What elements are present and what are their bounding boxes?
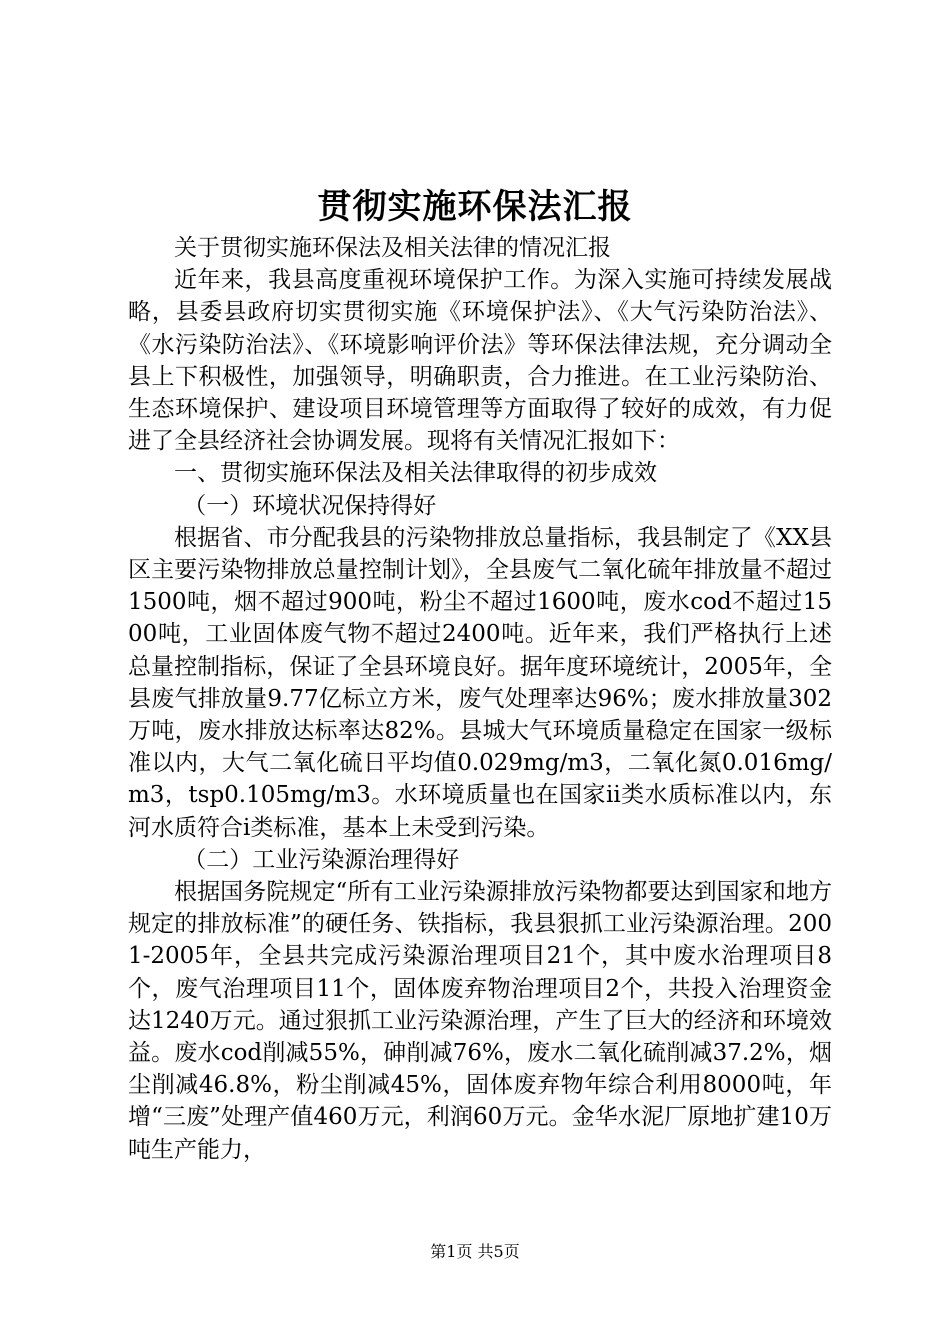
page-footer: 第1页 共5页 — [430, 1242, 520, 1261]
section-heading-1: 一、贯彻实施环保法及相关法律取得的初步成效 — [174, 460, 657, 487]
subsection-heading-1: （一）环境状况保持得好 — [183, 492, 437, 519]
paragraph-environment-status: 根据省、市分配我县的污染物排放总量指标，我县制定了《XX县区主要污染物排放总量控制计划》，全县废气二氧化硫年排放量不超过1500吨，烟不超过900吨，粉尘不超过1600吨，废水cod不超过1500吨，工业固体废气物不超过2400吨。近年来，我们严格执行上述总量控制指标，保证了全县环境良好。据年度环境统计，2005年，全县废气排放量9.77亿标立方米，废气处理率达96%；废水排放量302万吨，废水排放达标率达82%。县城大气环境质量稳定在国家一级标准以内，大气二氧化硫日平均值0.029mg/m3，二氧化氮0.016mg/m3，tsp0.105mg/m3。水环境质量也在国家ii类水质标准以内，东河水质符合i类标准，基本上未受到污染。 — [128, 524, 832, 841]
document-title: 贯彻实施环保法汇报 — [317, 187, 633, 227]
subsection-heading-2: （二）工业污染源治理得好 — [183, 846, 460, 873]
paragraph-intro: 近年来，我县高度重视环境保护工作。为深入实施可持续发展战略，县委县政府切实贯彻实施《环境保护法》、《大气污染防治法》、《水污染防治法》、《环境影响评价法》等环保法律法规，充分调动全县上下积极性，加强领导，明确职责，合力推进。在工业污染防治、生态环境保护、建设项目环境管理等方面取得了较好的成效，有力促进了全县经济社会协调发展。现将有关情况汇报如下： — [128, 267, 832, 455]
paragraph-report-heading: 关于贯彻实施环保法及相关法律的情况汇报 — [174, 235, 611, 261]
paragraph-pollution-control: 根据国务院规定“所有工业污染源排放污染物都要达到国家和地方规定的排放标准”的硬任务、铁指标，我县狠抓工业污染源治理。2001-2005年，全县共完成污染源治理项目21个，其中废水治理项目8个，废气治理项目11个，固体废弃物治理项目2个，共投入治理资金达1240万元。通过狠抓工业污染源治理，产生了巨大的经济和环境效益。废水cod削减55%，砷削减76%，废水二氧化硫削减37.2%，烟尘削减46.8%，粉尘削减45%，固体废弃物年综合利用8000吨，年增“三废”处理产值460万元，利润60万元。金华水泥厂原地扩建10万吨生产能力， — [128, 879, 832, 1163]
document-body — [128, 232, 832, 1166]
